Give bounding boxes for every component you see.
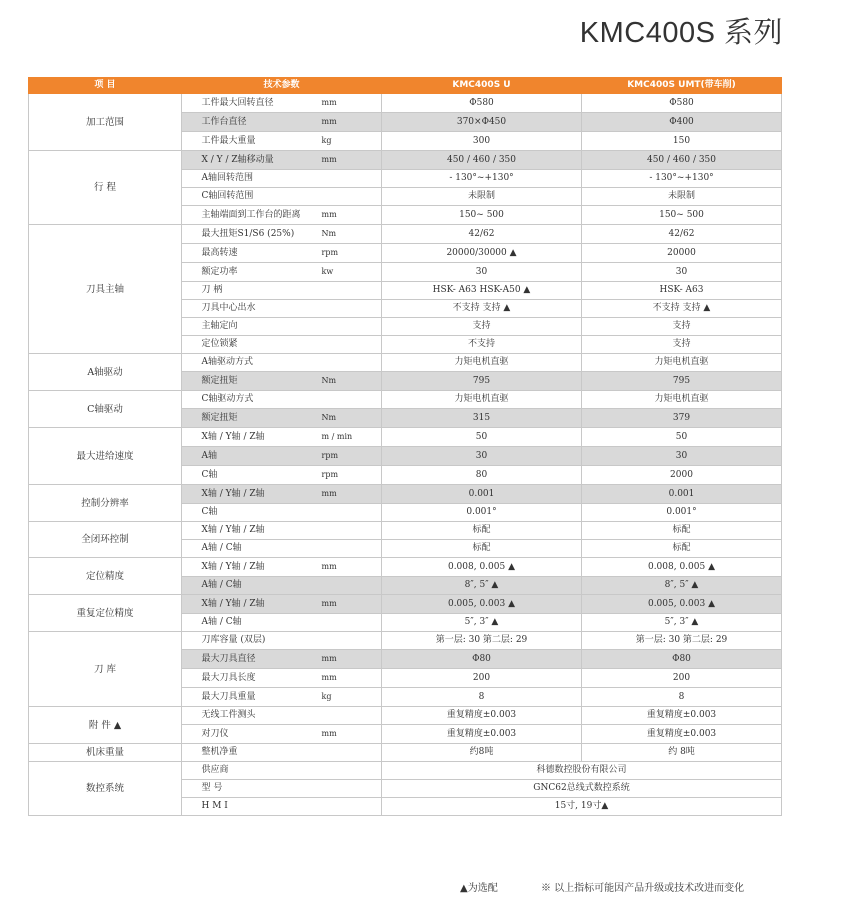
param-cell — [182, 466, 382, 485]
param-unit: rpm — [321, 451, 339, 460]
value-model-2: 约 8吨 — [582, 744, 782, 762]
param-cell — [182, 447, 382, 466]
param-name: 刀具中心出水 — [201, 303, 256, 313]
group-name: 定位精度 — [29, 558, 182, 595]
param-cell — [182, 688, 382, 707]
value-model-1: 约8吨 — [382, 744, 582, 762]
value-model-1: 未限制 — [382, 188, 582, 206]
param-name: X轴 / Y轴 / Z轴 — [201, 489, 265, 499]
value-model-1: 42/62 — [382, 225, 582, 244]
value-model-1: 0.005, 0.003 ▲ — [382, 595, 582, 614]
param-cell — [182, 170, 382, 188]
param-unit: mm — [321, 562, 337, 571]
table-row — [29, 762, 782, 780]
group-name: 附 件 ▲ — [29, 707, 182, 744]
param-unit: kw — [321, 267, 334, 276]
value-model-1: 标配 — [382, 522, 582, 540]
param-unit: kg — [321, 692, 332, 701]
value-model-1: Φ80 — [382, 650, 582, 669]
param-cell — [182, 744, 382, 762]
param-name: 整机净重 — [201, 747, 238, 757]
table-header-row — [29, 78, 782, 94]
param-cell — [182, 669, 382, 688]
param-unit: mm — [321, 654, 337, 663]
header-item: 项 目 — [29, 78, 182, 94]
group-name: 行 程 — [29, 151, 182, 225]
param-cell — [182, 558, 382, 577]
value-model-1: 450 / 460 / 350 — [382, 151, 582, 170]
param-name: A轴 / C轴 — [201, 617, 242, 627]
param-cell — [182, 372, 382, 391]
value-model-1: 力矩电机直驱 — [382, 354, 582, 372]
group-name: 重复定位精度 — [29, 595, 182, 632]
table-row — [29, 632, 782, 650]
value-model-2: Φ80 — [582, 650, 782, 669]
value-model-2: 30 — [582, 447, 782, 466]
param-cell — [182, 522, 382, 540]
param-cell — [182, 707, 382, 725]
param-name: 额定扭矩 — [201, 376, 238, 386]
param-name: C轴回转范围 — [201, 191, 254, 201]
param-name: X / Y / Z轴移动量 — [201, 155, 274, 165]
param-name: 刀 柄 — [201, 285, 223, 295]
value-model-1: 370×Φ450 — [382, 113, 582, 132]
table-row — [29, 151, 782, 170]
param-name: C轴 — [201, 470, 218, 480]
header-model-2: KMC400S UMT(带车削) — [582, 78, 782, 94]
value-model-1: 0.001 — [382, 485, 582, 504]
value-model-1: 不支持 支持 ▲ — [382, 300, 582, 318]
value-model-2: 8 — [582, 688, 782, 707]
param-name: 主轴端面到工作台的距离 — [201, 210, 301, 220]
param-unit: mm — [321, 673, 337, 682]
value-model-1: 8″, 5″ ▲ — [382, 577, 582, 595]
group-name: 机床重量 — [29, 744, 182, 762]
param-name: A轴回转范围 — [201, 173, 253, 183]
group-name: A轴驱动 — [29, 354, 182, 391]
value-model-2: 379 — [582, 409, 782, 428]
value-model-1: - 130°~+130° — [382, 170, 582, 188]
table-row — [29, 522, 782, 540]
value-model-2: 200 — [582, 669, 782, 688]
value-model-1: 80 — [382, 466, 582, 485]
value-model-2: Φ580 — [582, 94, 782, 113]
value-model-2: 0.008, 0.005 ▲ — [582, 558, 782, 577]
table-row — [29, 485, 782, 504]
value-model-2: 重复精度±0.003 — [582, 725, 782, 744]
param-unit: mm — [321, 729, 337, 738]
group-name: 刀具主轴 — [29, 225, 182, 354]
value-model-1: 5″, 3″ ▲ — [382, 614, 582, 632]
table-row — [29, 558, 782, 577]
param-name: 额定功率 — [201, 267, 238, 277]
param-cell — [182, 485, 382, 504]
footer-legend: ▲为选配 — [460, 883, 498, 894]
param-cell — [182, 762, 382, 780]
value-model-2: 不支持 支持 ▲ — [582, 300, 782, 318]
param-name: C轴驱动方式 — [201, 394, 254, 404]
param-cell — [182, 428, 382, 447]
param-unit: Nm — [321, 229, 337, 238]
param-unit: mm — [321, 599, 337, 608]
param-cell — [182, 354, 382, 372]
value-model-2: 150 — [582, 132, 782, 151]
value-model-1: 标配 — [382, 540, 582, 558]
param-cell — [182, 94, 382, 113]
table-row — [29, 94, 782, 113]
value-model-2: 0.005, 0.003 ▲ — [582, 595, 782, 614]
param-name: A轴 / C轴 — [201, 543, 242, 553]
table-row — [29, 428, 782, 447]
value-model-2: HSK- A63 — [582, 282, 782, 300]
param-name: 最大扭矩S1/S6 (25%) — [201, 229, 295, 239]
value-model-1: HSK- A63 HSK-A50 ▲ — [382, 282, 582, 300]
table-row — [29, 595, 782, 614]
table-row — [29, 391, 782, 409]
group-name: C轴驱动 — [29, 391, 182, 428]
group-name: 刀 库 — [29, 632, 182, 707]
param-cell — [182, 391, 382, 409]
param-cell — [182, 614, 382, 632]
param-unit: rpm — [321, 248, 339, 257]
value-model-2: 42/62 — [582, 225, 782, 244]
param-name: X轴 / Y轴 / Z轴 — [201, 525, 265, 535]
value-model-2: 支持 — [582, 318, 782, 336]
value-model-2: Φ400 — [582, 113, 782, 132]
value-model-2: 未限制 — [582, 188, 782, 206]
value-model-2: 标配 — [582, 540, 782, 558]
value-model-1: 第一层: 30 第二层: 29 — [382, 632, 582, 650]
param-name: 供应商 — [201, 765, 229, 775]
value-model-1: 重复精度±0.003 — [382, 725, 582, 744]
value-model-1: 0.001° — [382, 504, 582, 522]
value-model-2: 0.001 — [582, 485, 782, 504]
param-name: 无线工件测头 — [201, 710, 256, 720]
header-param: 技术参数 — [182, 78, 382, 94]
value-model-1: 力矩电机直驱 — [382, 391, 582, 409]
spec-table — [28, 77, 782, 816]
param-cell — [182, 798, 382, 816]
param-cell — [182, 132, 382, 151]
param-cell — [182, 577, 382, 595]
param-name: 定位锁紧 — [201, 339, 238, 349]
table-row — [29, 707, 782, 725]
param-cell — [182, 151, 382, 170]
param-name: 工件最大回转直径 — [201, 98, 274, 108]
table-row — [29, 354, 782, 372]
value-model-2: 30 — [582, 263, 782, 282]
param-name: X轴 / Y轴 / Z轴 — [201, 432, 265, 442]
param-name: 主轴定向 — [201, 321, 238, 331]
page-title: KMC400S 系列 — [579, 17, 783, 49]
param-name: 工作台直径 — [201, 117, 247, 127]
param-unit: Nm — [321, 376, 337, 385]
value-model-2: 2000 — [582, 466, 782, 485]
group-name: 全闭环控制 — [29, 522, 182, 558]
param-unit: kg — [321, 136, 332, 145]
value-model-1: 30 — [382, 447, 582, 466]
value-model-1: 315 — [382, 409, 582, 428]
param-name: C轴 — [201, 507, 218, 517]
group-name: 加工范围 — [29, 94, 182, 151]
group-name: 最大进给速度 — [29, 428, 182, 485]
param-cell — [182, 336, 382, 354]
param-cell — [182, 225, 382, 244]
param-cell — [182, 300, 382, 318]
value-model-2: 重复精度±0.003 — [582, 707, 782, 725]
group-name: 控制分辨率 — [29, 485, 182, 522]
group-name: 数控系统 — [29, 762, 182, 816]
param-unit: rpm — [321, 470, 339, 479]
param-cell — [182, 504, 382, 522]
param-cell — [182, 244, 382, 263]
value-model-2: 5″, 3″ ▲ — [582, 614, 782, 632]
value-model-1: 不支持 — [382, 336, 582, 354]
param-name: X轴 / Y轴 / Z轴 — [201, 562, 265, 572]
value-model-2: 8″, 5″ ▲ — [582, 577, 782, 595]
param-cell — [182, 650, 382, 669]
value-model-1: 20000/30000 ▲ — [382, 244, 582, 263]
param-name: 刀库容量 (双层) — [201, 635, 266, 645]
param-cell — [182, 725, 382, 744]
param-name: 最高转速 — [201, 248, 238, 258]
param-unit: mm — [321, 117, 337, 126]
param-unit: mm — [321, 210, 337, 219]
param-name: 型 号 — [201, 783, 223, 793]
param-cell — [182, 188, 382, 206]
param-cell — [182, 409, 382, 428]
value-model-2: 450 / 460 / 350 — [582, 151, 782, 170]
param-name: A轴 — [201, 451, 217, 461]
value-model-1: Φ580 — [382, 94, 582, 113]
param-name: H M I — [201, 801, 228, 811]
value-model-1: 重复精度±0.003 — [382, 707, 582, 725]
param-unit: mm — [321, 155, 337, 164]
value-model-1: 0.008, 0.005 ▲ — [382, 558, 582, 577]
value-model-2: 20000 — [582, 244, 782, 263]
param-name: 最大刀具直径 — [201, 654, 256, 664]
param-cell — [182, 540, 382, 558]
param-name: X轴 / Y轴 / Z轴 — [201, 599, 265, 609]
param-cell — [182, 632, 382, 650]
param-cell — [182, 263, 382, 282]
table-row — [29, 744, 782, 762]
param-name: 对刀仪 — [201, 729, 229, 739]
footer-note: ※ 以上指标可能因产品升级或技术改进而变化 — [541, 883, 745, 894]
param-unit: Nm — [321, 413, 337, 422]
value-model-1: 200 — [382, 669, 582, 688]
value-model-2: - 130°~+130° — [582, 170, 782, 188]
value-model-2: 150~ 500 — [582, 206, 782, 225]
param-name: 工件最大重量 — [201, 136, 256, 146]
value-model-1: 8 — [382, 688, 582, 707]
param-unit: m / min — [321, 432, 353, 441]
param-name: 最大刀具长度 — [201, 673, 256, 683]
value-model-1: 支持 — [382, 318, 582, 336]
param-cell — [182, 206, 382, 225]
param-cell — [182, 282, 382, 300]
param-cell — [182, 113, 382, 132]
value-model-1: 300 — [382, 132, 582, 151]
param-cell — [182, 780, 382, 798]
value-merged: GNC62总线式数控系统 — [382, 780, 782, 798]
value-model-2: 标配 — [582, 522, 782, 540]
table-row — [29, 225, 782, 244]
param-name: 最大刀具重量 — [201, 692, 256, 702]
value-model-2: 力矩电机直驱 — [582, 354, 782, 372]
param-cell — [182, 318, 382, 336]
value-model-1: 30 — [382, 263, 582, 282]
param-name: A轴驱动方式 — [201, 357, 253, 367]
param-name: 额定扭矩 — [201, 413, 238, 423]
value-model-1: 50 — [382, 428, 582, 447]
value-merged: 科德数控股份有限公司 — [382, 762, 782, 780]
param-name: A轴 / C轴 — [201, 580, 242, 590]
value-model-2: 力矩电机直驱 — [582, 391, 782, 409]
value-merged: 15寸, 19寸▲ — [382, 798, 782, 816]
value-model-2: 795 — [582, 372, 782, 391]
value-model-2: 50 — [582, 428, 782, 447]
spec-table-body — [29, 94, 782, 816]
param-cell — [182, 595, 382, 614]
param-unit: mm — [321, 489, 337, 498]
value-model-1: 795 — [382, 372, 582, 391]
value-model-2: 第一层: 30 第二层: 29 — [582, 632, 782, 650]
header-model-1: KMC400S U — [382, 78, 582, 94]
value-model-2: 支持 — [582, 336, 782, 354]
value-model-1: 150~ 500 — [382, 206, 582, 225]
value-model-2: 0.001° — [582, 504, 782, 522]
param-unit: mm — [321, 98, 337, 107]
